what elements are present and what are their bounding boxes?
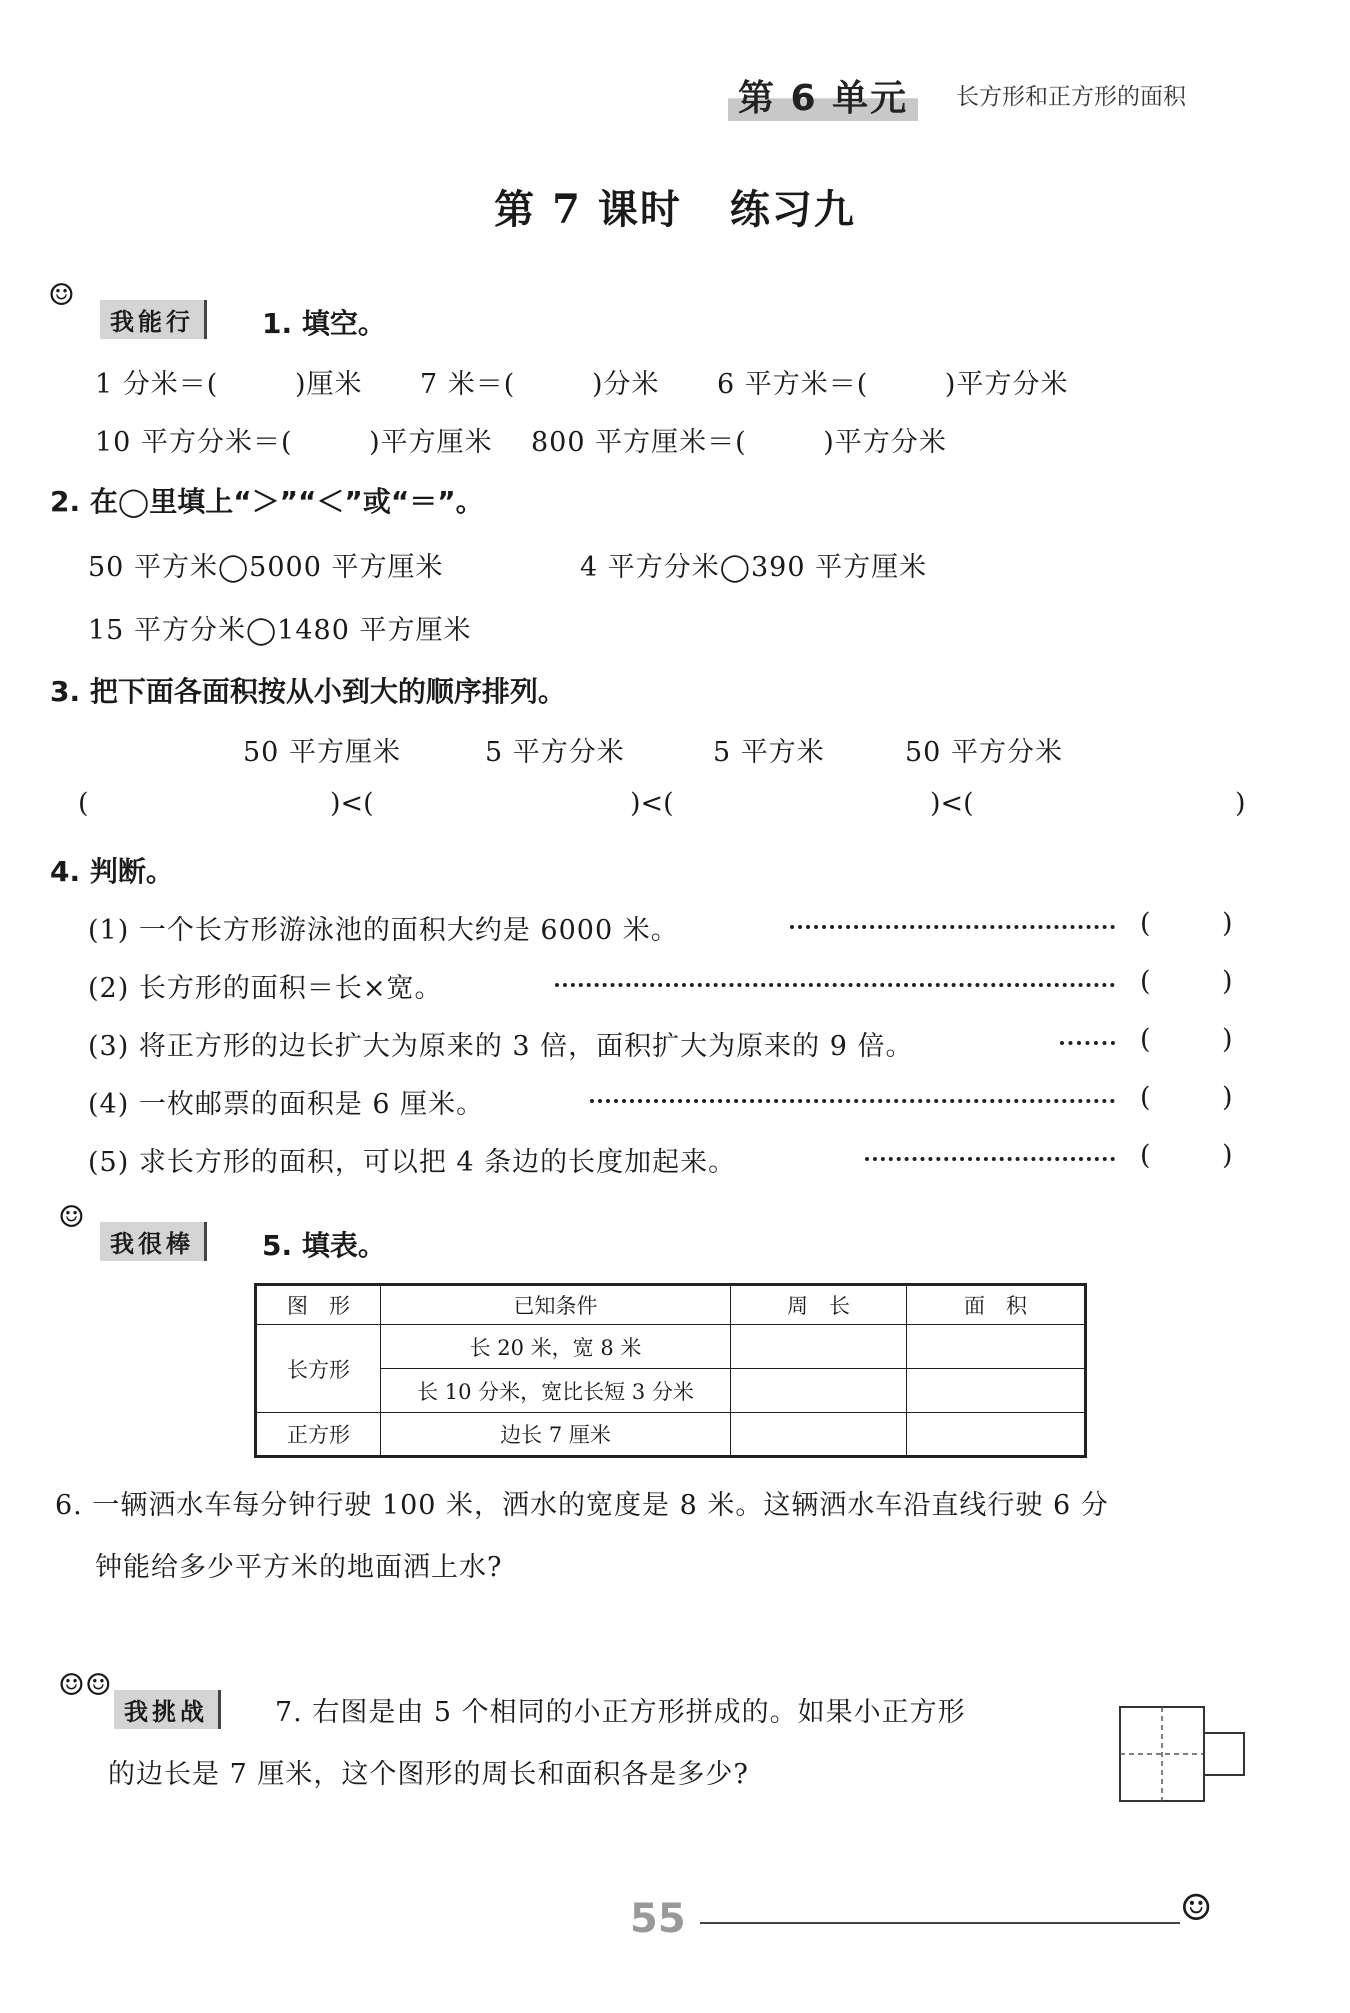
q6-line2: 钟能给多少平方米的地面洒上水? <box>95 1552 503 1583</box>
q2-item-c: 15 平方分米◯1480 平方厘米 <box>88 615 472 646</box>
q4-item-3: (3) 将正方形的边长扩大为原来的 3 倍，面积扩大为原来的 9 倍。 <box>88 1031 914 1062</box>
q4-answer-close-1: ) <box>1222 908 1233 939</box>
q4-answer-close-2: ) <box>1222 966 1233 997</box>
table-cell-rect: 长方形 <box>256 1325 381 1413</box>
q2-item-b: 4 平方分米◯390 平方厘米 <box>580 552 928 583</box>
table-cell-area-3[interactable] <box>907 1413 1086 1457</box>
table-header-area: 面 积 <box>907 1285 1086 1325</box>
table-header-perimeter: 周 长 <box>731 1285 907 1325</box>
q3-paren-lt-2: )<( <box>630 788 674 819</box>
mascot-footer-icon: ☺ <box>1180 1888 1213 1929</box>
table-cell-perimeter-2[interactable] <box>731 1369 907 1413</box>
unit-subtitle: 长方形和正方形的面积 <box>956 84 1186 110</box>
badge-wo-tiao-zhan: 我挑战 <box>114 1690 221 1729</box>
table-header-condition: 已知条件 <box>381 1285 731 1325</box>
q3-item-2: 5 平方分米 <box>485 737 625 768</box>
lesson-name: 练习九 <box>729 186 856 233</box>
page-number: 55 <box>630 1896 686 1942</box>
q4-item-1: (1) 一个长方形游泳池的面积大约是 6000 米。 <box>88 915 679 946</box>
q4-item-2: (2) 长方形的面积＝长×宽。 <box>88 973 443 1004</box>
unit-label: 第 6 单元 <box>728 70 918 121</box>
table-header-shape: 图 形 <box>256 1285 381 1325</box>
q3-title: 3. 把下面各面积按从小到大的顺序排列。 <box>50 675 566 708</box>
badge-wo-neng-xing: 我能行 <box>100 300 207 339</box>
q4-leader-5 <box>865 1157 1115 1161</box>
mascot-girl-icon: ☺ <box>48 278 75 313</box>
lesson-title <box>0 178 1350 235</box>
q4-answer-open-3[interactable]: ( <box>1140 1024 1151 1055</box>
table-cell-cond1: 长 20 米，宽 8 米 <box>381 1325 731 1369</box>
table-cell-cond2: 长 10 分米，宽比长短 3 分米 <box>381 1369 731 1413</box>
q3-paren-lt-3: )<( <box>930 788 974 819</box>
q3-paren-lt-1: )<( <box>330 788 374 819</box>
q6-line1: 6. 一辆洒水车每分钟行驶 100 米，洒水的宽度是 8 米。这辆洒水车沿直线行驶 6 分 <box>55 1490 1109 1521</box>
q4-answer-open-5[interactable]: ( <box>1140 1140 1151 1171</box>
q4-item-5: (5) 求长方形的面积，可以把 4 条边的长度加起来。 <box>88 1147 737 1178</box>
q4-answer-open-1[interactable]: ( <box>1140 908 1151 939</box>
q7-answer-area[interactable] <box>50 1800 1300 1880</box>
q4-leader-1 <box>790 925 1115 929</box>
q4-leader-4 <box>590 1099 1115 1103</box>
lesson-number: 第 7 课时 <box>494 186 682 233</box>
q4-answer-close-4: ) <box>1222 1082 1233 1113</box>
table-cell-area-1[interactable] <box>907 1325 1086 1369</box>
footer-divider <box>700 1922 1180 1924</box>
q3-item-4: 50 平方分米 <box>905 737 1063 768</box>
q4-title: 4. 判断。 <box>50 855 174 888</box>
table-cell-square: 正方形 <box>256 1413 381 1457</box>
table-cell-area-2[interactable] <box>907 1369 1086 1413</box>
q4-item-4: (4) 一枚邮票的面积是 6 厘米。 <box>88 1089 485 1120</box>
q7-line2: 的边长是 7 厘米，这个图形的周长和面积各是多少? <box>108 1759 749 1790</box>
q3-item-1: 50 平方厘米 <box>243 737 401 768</box>
q6-answer-area[interactable] <box>50 1590 1300 1675</box>
table-cell-perimeter-1[interactable] <box>731 1325 907 1369</box>
fill-table <box>254 1283 1087 1458</box>
table-cell-cond3: 边长 7 厘米 <box>381 1413 731 1457</box>
badge-wo-hen-bang: 我很棒 <box>100 1222 207 1261</box>
five-squares-figure <box>1118 1705 1248 1805</box>
q2-item-a: 50 平方米◯5000 平方厘米 <box>88 552 444 583</box>
q3-paren-open: ( <box>78 788 89 819</box>
q5-title: 5. 填表。 <box>262 1229 386 1262</box>
q3-paren-close: ) <box>1235 788 1246 819</box>
q2-title: 2. 在◯里填上“＞”“＜”或“＝”。 <box>50 485 484 518</box>
q1-row2: 10 平方分米＝( )平方厘米 800 平方厘米＝( )平方分米 <box>95 427 947 458</box>
q4-answer-open-2[interactable]: ( <box>1140 966 1151 997</box>
mascot-kids-icon: ☺☺ <box>58 1668 112 1703</box>
q4-leader-3 <box>1060 1041 1115 1045</box>
q1-row1: 1 分米＝( )厘米 7 米＝( )分米 6 平方米＝( )平方分米 <box>95 369 1069 400</box>
table-cell-perimeter-3[interactable] <box>731 1413 907 1457</box>
q3-item-3: 5 平方米 <box>713 737 825 768</box>
q7-line1: 7. 右图是由 5 个相同的小正方形拼成的。如果小正方形 <box>275 1697 966 1728</box>
q1-title: 1. 填空。 <box>262 307 386 340</box>
q4-answer-close-5: ) <box>1222 1140 1233 1171</box>
q4-answer-close-3: ) <box>1222 1024 1233 1055</box>
mascot-girl-icon: ☺ <box>58 1200 85 1235</box>
q4-leader-2 <box>555 983 1115 987</box>
q4-answer-open-4[interactable]: ( <box>1140 1082 1151 1113</box>
